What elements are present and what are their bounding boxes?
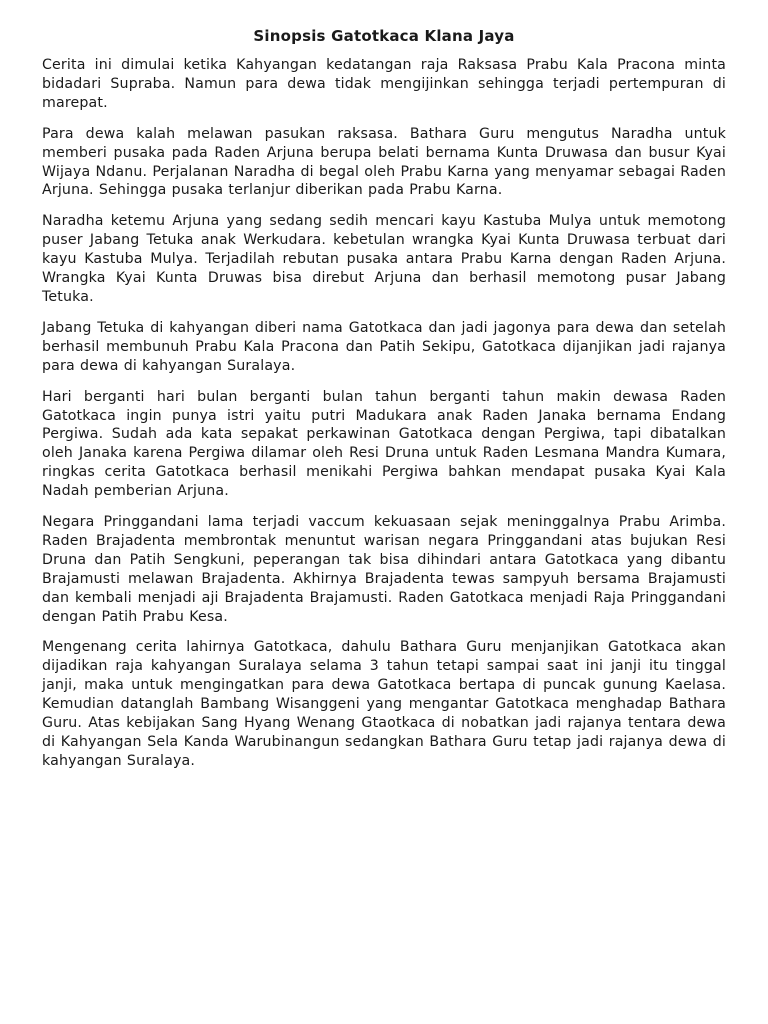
paragraph-5: Hari berganti hari bulan berganti bulan tahun berganti tahun makin dewasa Raden Gatotkaca ingin punya istri yaitu putri Madukara anak Raden Janaka bernama Endang Pergiwa. Sudah ada kata sepakat perkawinan Gatotkaca dengan Pergiwa, tapi dibatalkan oleh Janaka karena Pergiwa dilamar oleh Resi Druna untuk Raden Lesmana Mandra Kumara, ringkas cerita Gatotkaca berhasil menikahi Pergiwa bahkan mendapat pusaka Kyai Kala Nadah pemberian Arjuna. [42,388,726,500]
paragraph-7: Mengenang cerita lahirnya Gatotkaca, dahulu Bathara Guru menjanjikan Gatotkaca akan dijadikan raja kahyangan Suralaya selama 3 tahun tetapi sampai saat ini janji itu tinggal janji, maka untuk mengingatkan para dewa Gatotkaca bertapa di puncak gunung Kaelasa. Kemudian datanglah Bambang Wisanggeni yang mengantar Gatotkaca menghadap Bathara Guru. Atas kebijakan Sang Hyang Wenang Gtaotkaca di nobatkan jadi rajanya tentara dewa di Kahyangan Sela Kanda Warubinangun sedangkan Bathara Guru tetap jadi rajanya dewa di kahyangan Suralaya. [42,639,726,769]
paragraph-2: Para dewa kalah melawan pasukan raksasa. Bathara Guru mengutus Naradha untuk memberi pusaka pada Raden Arjuna berupa belati bernama Kunta Druwasa dan busur Kyai Wijaya Ndanu. Perjalanan Naradha di begal oleh Prabu Karna yang menyamar sebagai Raden Arjuna. Sehingga pusaka terlanjur diberikan pada Prabu Karna. [42,125,726,199]
paragraph-1: Cerita ini dimulai ketika Kahyangan kedatangan raja Raksasa Prabu Kala Pracona minta bidadari Supraba. Namun para dewa tidak mengijinkan sehingga terjadi pertempuran di marepat. [42,57,726,111]
paragraph-3: Naradha ketemu Arjuna yang sedang sedih mencari kayu Kastuba Mulya untuk memotong puser Jabang Tetuka anak Werkudara. kebetulan wrangka Kyai Kunta Druwasa terbuat dari kayu Kastuba Mulya. Terjadilah rebutan pusaka antara Prabu Karna dengan Raden Arjuna. Wrangka Kyai Kunta Druwas bisa direbut Arjuna dan berhasil memotong pusar Jabang Tetuka. [42,213,726,305]
paragraph-6: Negara Pringgandani lama terjadi vaccum kekuasaan sejak meninggalnya Prabu Arimba. Raden Brajadenta membrontak menuntut warisan negara Pringgandani atas bujukan Resi Druna dan Patih Sengkuni, peperangan tak bisa dihindari antara Gatotkaca yang dibantu Brajamusti melawan Brajadenta. Akhirnya Brajadenta tewas sampyuh bersama Brajamusti dan kembali menjadi aji Brajadenta Brajamusti. Raden Gatotkaca menjadi Raja Pringgandani dengan Patih Prabu Kesa. [42,514,726,625]
document-title: Sinopsis Gatotkaca Klana Jaya [253,27,515,45]
paragraph-4: Jabang Tetuka di kahyangan diberi nama Gatotkaca dan jadi jagonya para dewa dan setelah berhasil membunuh Prabu Kala Pracona dan Patih Sekipu, Gatotkaca dijanjikan jadi rajanya para dewa di kahyangan Suralaya. [42,319,726,374]
